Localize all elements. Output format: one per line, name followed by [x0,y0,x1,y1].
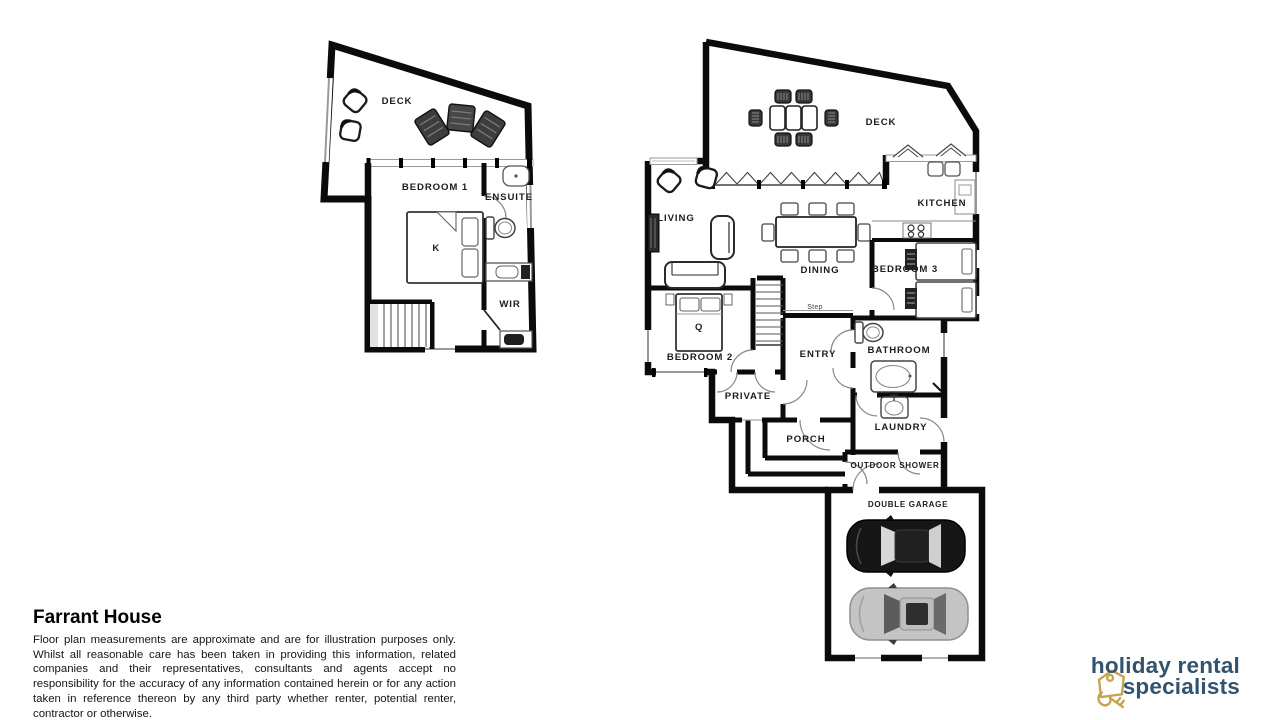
room-label-laundry: LAUNDRY [874,422,928,433]
single-bed [905,282,976,318]
ensuite-toilet [486,217,515,239]
room-label-kitchen: KITCHEN [917,198,967,209]
living-chair [695,166,718,189]
room-label-entry: ENTRY [799,349,837,360]
room-label-wir: WIR [499,299,521,310]
king-bed [407,212,483,283]
logo-text [1088,653,1240,699]
room-label-dining: DINING [800,265,840,276]
wir-cabinet [500,331,532,348]
holiday-rental-specialists-logo [1088,653,1240,712]
room-label-deck-main: DECK [865,117,897,128]
room-label-deck-upper: DECK [381,96,413,107]
upper-deck-chair [339,120,361,142]
ensuite-shower [503,166,529,186]
room-label-porch: PORCH [786,434,826,445]
room-label-living: LIVING [657,213,695,224]
bed-size-label-k: K [432,243,440,254]
car-silver [850,583,968,645]
disclaimer-text: Floor plan measurements are approximate and are for illustration purposes only. Whilst all reasonable care has been taken in providing this information, related companies and their representatives, consultants and agents accept no responsibility for the accuracy of any information contained herein or for any action taken in reference thereon by any third party whether renter, potential renter, contractor or otherwise. [33,634,456,720]
bed-size-label-q: Q [695,322,703,333]
room-label-bathroom: BATHROOM [867,345,931,356]
step-label: Step [807,304,823,311]
main-level-plan [648,42,982,658]
bathtub [871,361,916,392]
room-label-double-garage: DOUBLE GARAGE [867,500,949,509]
car-dark [847,515,965,577]
upper-level-plan [324,45,533,349]
room-label-ensuite: ENSUITE [485,192,533,203]
living-window-wall [650,158,697,165]
upper-stairs [370,304,430,347]
room-label-bedroom1: BEDROOM 1 [401,182,469,193]
deck-lounger [447,104,476,133]
room-label-outdoor-shower: OUTDOOR SHOWER [850,461,940,470]
logo-line2: specialists [1122,674,1240,699]
armchair [711,216,734,259]
laundry-sink [881,395,908,418]
property-title: Farrant House [33,607,162,628]
sofa [665,262,725,288]
ensuite-vanity [486,263,532,281]
room-label-bedroom3: BEDROOM 3 [871,264,939,275]
room-label-private: PRIVATE [724,391,772,402]
room-label-bedroom2: BEDROOM 2 [666,352,734,363]
bathroom-toilet [855,322,883,343]
logo-line1: holiday rental [1090,653,1240,678]
